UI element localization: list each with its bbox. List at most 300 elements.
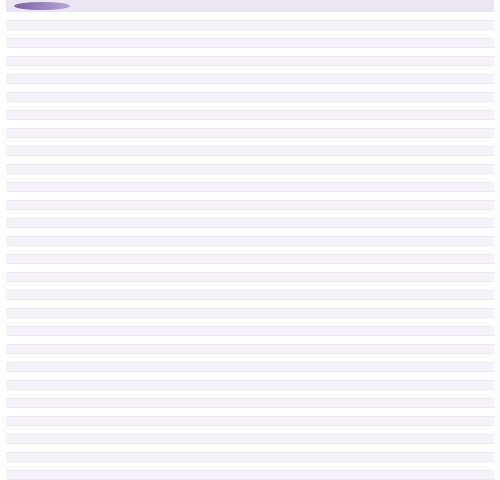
row-number	[12, 282, 34, 290]
row-number	[12, 381, 34, 389]
table-row	[6, 201, 494, 210]
row-code	[52, 228, 92, 236]
row-name	[106, 120, 276, 128]
row-note	[436, 453, 486, 461]
table-row	[6, 129, 494, 138]
row-date	[358, 327, 430, 335]
row-note	[436, 237, 486, 245]
table-row	[6, 327, 494, 336]
row-code	[52, 363, 92, 371]
table-row	[6, 363, 494, 372]
table-row	[6, 255, 494, 264]
row-name	[106, 111, 276, 119]
row-number	[12, 264, 34, 272]
row-name	[106, 147, 276, 155]
row-name	[106, 237, 276, 245]
row-code	[52, 264, 92, 272]
row-date	[358, 183, 430, 191]
row-date	[358, 390, 430, 398]
row-code	[52, 381, 92, 389]
row-note	[436, 264, 486, 272]
row-code	[52, 102, 92, 110]
row-note	[436, 354, 486, 362]
row-code	[52, 246, 92, 254]
row-date	[358, 300, 430, 308]
row-location	[290, 48, 350, 56]
row-name	[106, 309, 276, 317]
table-row	[6, 246, 494, 255]
row-location	[290, 39, 350, 47]
row-number	[12, 21, 34, 29]
table-row	[6, 12, 494, 21]
row-code	[52, 282, 92, 290]
row-location	[290, 192, 350, 200]
row-date	[358, 282, 430, 290]
row-name	[106, 192, 276, 200]
row-name	[106, 30, 276, 38]
row-code	[52, 21, 92, 29]
row-note	[436, 408, 486, 416]
row-note	[436, 75, 486, 83]
row-code	[52, 309, 92, 317]
row-date	[358, 174, 430, 182]
row-note	[436, 444, 486, 452]
row-date	[358, 363, 430, 371]
row-code	[52, 120, 92, 128]
row-code	[52, 39, 92, 47]
row-code	[52, 354, 92, 362]
row-number	[12, 48, 34, 56]
row-number	[12, 192, 34, 200]
row-number	[12, 12, 34, 20]
row-date	[358, 255, 430, 263]
row-note	[436, 21, 486, 29]
row-number	[12, 390, 34, 398]
row-number	[12, 201, 34, 209]
row-code	[52, 219, 92, 227]
row-location	[290, 318, 350, 326]
row-date	[358, 471, 430, 479]
row-location	[290, 138, 350, 146]
row-name	[106, 210, 276, 218]
row-location	[290, 111, 350, 119]
row-name	[106, 12, 276, 20]
row-note	[436, 210, 486, 218]
row-date	[358, 66, 430, 74]
row-note	[436, 12, 486, 20]
row-location	[290, 273, 350, 281]
row-number	[12, 129, 34, 137]
row-number	[12, 102, 34, 110]
row-number	[12, 237, 34, 245]
row-code	[52, 336, 92, 344]
row-date	[358, 30, 430, 38]
row-date	[358, 147, 430, 155]
row-name	[106, 264, 276, 272]
row-note	[436, 273, 486, 281]
row-note	[436, 345, 486, 353]
row-number	[12, 462, 34, 470]
row-location	[290, 345, 350, 353]
row-code	[52, 84, 92, 92]
row-number	[12, 372, 34, 380]
row-location	[290, 174, 350, 182]
row-name	[106, 102, 276, 110]
row-note	[436, 228, 486, 236]
row-note	[436, 120, 486, 128]
row-note	[436, 111, 486, 119]
row-date	[358, 84, 430, 92]
table-row	[6, 336, 494, 345]
table-row	[6, 66, 494, 75]
row-name	[106, 444, 276, 452]
table-row	[6, 300, 494, 309]
row-code	[52, 291, 92, 299]
row-name	[106, 471, 276, 479]
row-name	[106, 399, 276, 407]
row-date	[358, 354, 430, 362]
row-location	[290, 336, 350, 344]
page-footer	[6, 428, 494, 440]
row-note	[436, 417, 486, 425]
table-row	[6, 21, 494, 30]
row-date	[358, 48, 430, 56]
row-name	[106, 390, 276, 398]
row-number	[12, 147, 34, 155]
row-name	[106, 156, 276, 164]
row-number	[12, 138, 34, 146]
row-date	[358, 336, 430, 344]
document-page	[6, 0, 494, 440]
row-number	[12, 309, 34, 317]
row-code	[52, 462, 92, 470]
row-location	[290, 354, 350, 362]
row-location	[290, 444, 350, 452]
row-name	[106, 57, 276, 65]
table-row	[6, 75, 494, 84]
row-name	[106, 363, 276, 371]
row-code	[52, 372, 92, 380]
row-code	[52, 345, 92, 353]
row-location	[290, 471, 350, 479]
row-date	[358, 273, 430, 281]
row-date	[358, 264, 430, 272]
brand-logo	[14, 2, 70, 10]
table-row	[6, 39, 494, 48]
table-row	[6, 93, 494, 102]
row-location	[290, 165, 350, 173]
row-number	[12, 219, 34, 227]
row-location	[290, 300, 350, 308]
row-note	[436, 165, 486, 173]
row-number	[12, 336, 34, 344]
row-number	[12, 111, 34, 119]
row-note	[436, 372, 486, 380]
row-date	[358, 111, 430, 119]
row-number	[12, 255, 34, 263]
table-row	[6, 57, 494, 66]
row-number	[12, 84, 34, 92]
row-location	[290, 102, 350, 110]
row-date	[358, 345, 430, 353]
row-code	[52, 408, 92, 416]
row-location	[290, 291, 350, 299]
row-code	[52, 138, 92, 146]
table-row	[6, 228, 494, 237]
row-note	[436, 102, 486, 110]
row-name	[106, 75, 276, 83]
row-name	[106, 255, 276, 263]
row-location	[290, 237, 350, 245]
row-code	[52, 453, 92, 461]
row-date	[358, 309, 430, 317]
row-name	[106, 336, 276, 344]
table-row	[6, 282, 494, 291]
row-note	[436, 66, 486, 74]
table-row	[6, 111, 494, 120]
table-row	[6, 444, 494, 453]
row-number	[12, 318, 34, 326]
row-location	[290, 399, 350, 407]
row-date	[358, 210, 430, 218]
row-note	[436, 30, 486, 38]
row-note	[436, 57, 486, 65]
row-code	[52, 201, 92, 209]
row-code	[52, 417, 92, 425]
row-date	[358, 93, 430, 101]
row-note	[436, 147, 486, 155]
row-number	[12, 228, 34, 236]
row-note	[436, 318, 486, 326]
row-number	[12, 66, 34, 74]
row-date	[358, 381, 430, 389]
row-code	[52, 183, 92, 191]
row-location	[290, 462, 350, 470]
row-number	[12, 345, 34, 353]
brand-mark	[446, 2, 470, 10]
row-number	[12, 300, 34, 308]
row-name	[106, 372, 276, 380]
page-title	[156, 1, 346, 11]
row-note	[436, 336, 486, 344]
table-row	[6, 192, 494, 201]
row-name	[106, 174, 276, 182]
row-date	[358, 192, 430, 200]
table-row	[6, 273, 494, 282]
row-number	[12, 57, 34, 65]
table-row	[6, 237, 494, 246]
row-date	[358, 417, 430, 425]
row-name	[106, 462, 276, 470]
row-note	[436, 255, 486, 263]
row-name	[106, 228, 276, 236]
row-code	[52, 57, 92, 65]
table-row	[6, 318, 494, 327]
row-location	[290, 66, 350, 74]
row-name	[106, 93, 276, 101]
row-date	[358, 165, 430, 173]
row-number	[12, 453, 34, 461]
table-row	[6, 471, 494, 480]
row-date	[358, 408, 430, 416]
row-date	[358, 291, 430, 299]
row-name	[106, 138, 276, 146]
row-location	[290, 264, 350, 272]
row-code	[52, 12, 92, 20]
row-note	[436, 201, 486, 209]
row-name	[106, 345, 276, 353]
row-date	[358, 462, 430, 470]
row-location	[290, 129, 350, 137]
row-location	[290, 309, 350, 317]
row-code	[52, 255, 92, 263]
row-number	[12, 183, 34, 191]
table-row	[6, 345, 494, 354]
row-number	[12, 246, 34, 254]
row-location	[290, 381, 350, 389]
row-name	[106, 327, 276, 335]
row-code	[52, 390, 92, 398]
row-note	[436, 129, 486, 137]
schedule-table	[6, 12, 494, 480]
row-location	[290, 30, 350, 38]
row-name	[106, 417, 276, 425]
table-row	[6, 291, 494, 300]
table-row	[6, 462, 494, 471]
row-number	[12, 363, 34, 371]
table-row	[6, 183, 494, 192]
row-name	[106, 273, 276, 281]
row-note	[436, 183, 486, 191]
table-row	[6, 372, 494, 381]
row-number	[12, 75, 34, 83]
table-row	[6, 84, 494, 93]
row-number	[12, 408, 34, 416]
table-row	[6, 147, 494, 156]
row-number	[12, 174, 34, 182]
row-note	[436, 282, 486, 290]
row-location	[290, 219, 350, 227]
row-date	[358, 129, 430, 137]
row-code	[52, 300, 92, 308]
row-name	[106, 291, 276, 299]
table-row	[6, 102, 494, 111]
table-row	[6, 354, 494, 363]
table-row	[6, 417, 494, 426]
table-row	[6, 381, 494, 390]
row-name	[106, 354, 276, 362]
row-code	[52, 210, 92, 218]
row-number	[12, 417, 34, 425]
row-name	[106, 318, 276, 326]
table-row	[6, 309, 494, 318]
row-date	[358, 21, 430, 29]
page-header	[6, 0, 494, 12]
row-location	[290, 183, 350, 191]
row-date	[358, 246, 430, 254]
row-name	[106, 129, 276, 137]
row-date	[358, 12, 430, 20]
row-location	[290, 201, 350, 209]
row-location	[290, 390, 350, 398]
row-code	[52, 237, 92, 245]
row-location	[290, 84, 350, 92]
row-name	[106, 165, 276, 173]
row-location	[290, 408, 350, 416]
row-code	[52, 174, 92, 182]
row-name	[106, 282, 276, 290]
row-location	[290, 21, 350, 29]
row-date	[358, 444, 430, 452]
row-name	[106, 381, 276, 389]
table-row	[6, 30, 494, 39]
row-location	[290, 210, 350, 218]
row-note	[436, 93, 486, 101]
row-note	[436, 309, 486, 317]
row-number	[12, 291, 34, 299]
row-code	[52, 129, 92, 137]
row-name	[106, 453, 276, 461]
row-code	[52, 399, 92, 407]
table-row	[6, 138, 494, 147]
row-code	[52, 156, 92, 164]
row-number	[12, 165, 34, 173]
row-location	[290, 417, 350, 425]
row-number	[12, 156, 34, 164]
table-row	[6, 390, 494, 399]
table-row	[6, 48, 494, 57]
row-code	[52, 165, 92, 173]
row-location	[290, 147, 350, 155]
row-location	[290, 453, 350, 461]
row-number	[12, 327, 34, 335]
row-note	[436, 300, 486, 308]
row-note	[436, 291, 486, 299]
row-note	[436, 462, 486, 470]
row-code	[52, 471, 92, 479]
row-location	[290, 93, 350, 101]
row-note	[436, 327, 486, 335]
table-row	[6, 210, 494, 219]
row-location	[290, 12, 350, 20]
row-name	[106, 246, 276, 254]
row-note	[436, 246, 486, 254]
row-name	[106, 84, 276, 92]
table-row	[6, 264, 494, 273]
row-location	[290, 120, 350, 128]
row-note	[436, 174, 486, 182]
row-location	[290, 363, 350, 371]
row-note	[436, 390, 486, 398]
row-note	[436, 471, 486, 479]
row-date	[358, 57, 430, 65]
table-row	[6, 120, 494, 129]
row-code	[52, 75, 92, 83]
row-location	[290, 327, 350, 335]
row-name	[106, 201, 276, 209]
row-note	[436, 84, 486, 92]
row-date	[358, 237, 430, 245]
row-location	[290, 372, 350, 380]
row-number	[12, 93, 34, 101]
row-code	[52, 327, 92, 335]
row-code	[52, 192, 92, 200]
row-number	[12, 354, 34, 362]
table-row	[6, 165, 494, 174]
table-row	[6, 174, 494, 183]
row-location	[290, 255, 350, 263]
row-location	[290, 246, 350, 254]
